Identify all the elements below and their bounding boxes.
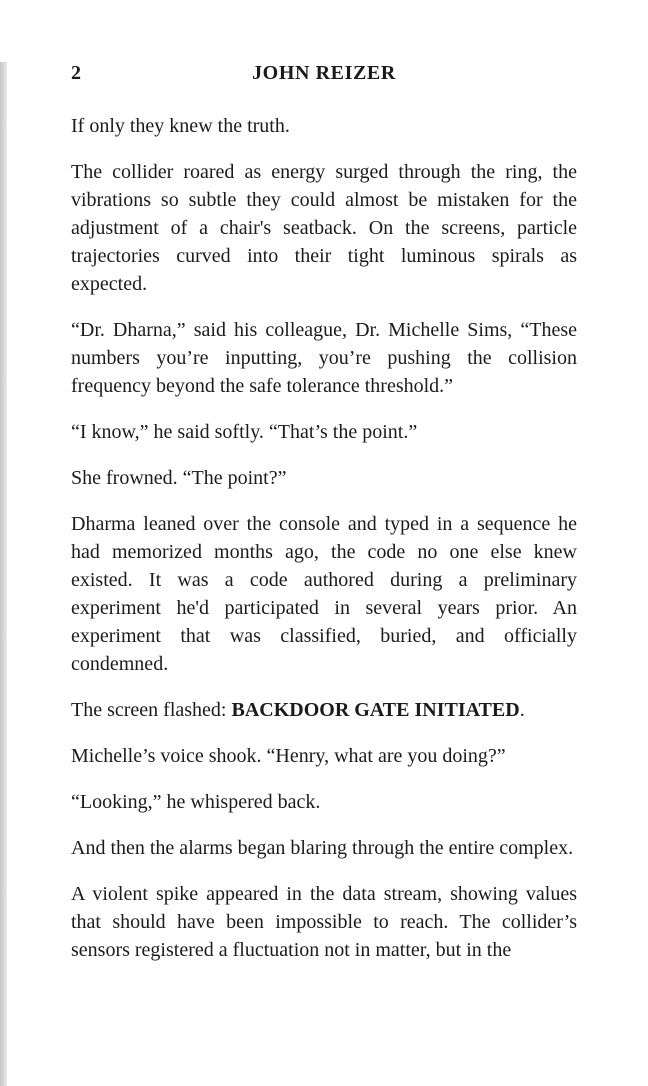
paragraph-dialogue-looking: “Looking,” he whispered back.: [71, 791, 321, 813]
paragraph-collider: The collider roared as energy surged through the ring, the vibrations so subtle they could almost be mistaken for the adjustment of a chair's seatback. On the screens, particle trajectories curved into their tight luminous spirals as expected.: [71, 161, 577, 295]
page-body: [71, 112, 577, 964]
page-header: [71, 62, 577, 86]
paragraph-screen-flashed: [71, 696, 577, 724]
paragraph-dialogue-i-know: “I know,” he said softly. “That’s the point.”: [71, 421, 418, 443]
paragraph-dialogue-michelle: Michelle’s voice shook. “Henry, what are you doing?”: [71, 745, 506, 767]
backdoor-gate-message: BACKDOOR GATE INITIATED: [231, 699, 520, 721]
paragraph-dharma-console: Dharma leaned over the console and typed in a sequence he had memorized months ago, the code no one else knew existed. It was a code authored during a preliminary experiment he'd participated in several years prior. An experiment that was classified, buried, and officially condemned.: [71, 513, 577, 675]
paragraph-alarms: And then the alarms began blaring through the entire complex.: [71, 837, 574, 859]
screen-flashed-suffix: .: [519, 699, 525, 721]
paragraph-dialogue-she-frowned: She frowned. “The point?”: [71, 467, 287, 489]
screen-flashed-prefix: The screen flashed:: [71, 699, 232, 721]
page-edge-shadow: [0, 62, 7, 1086]
paragraph-dialogue-sims: “Dr. Dharna,” said his colleague, Dr. Michelle Sims, “These numbers you’re inputting, you’re pushing the collision frequency beyond the safe tolerance threshold.”: [71, 319, 577, 397]
page-number: 2: [71, 62, 81, 84]
running-header-title: JOHN REIZER: [252, 62, 396, 84]
paragraph-opening-line: If only they knew the truth.: [71, 115, 290, 137]
book-page: [0, 62, 648, 1086]
paragraph-violent-spike: A violent spike appeared in the data stream, showing values that should have been impossible to reach. The collider’s sensors registered a fluctuation not in matter, but in the: [71, 883, 577, 961]
